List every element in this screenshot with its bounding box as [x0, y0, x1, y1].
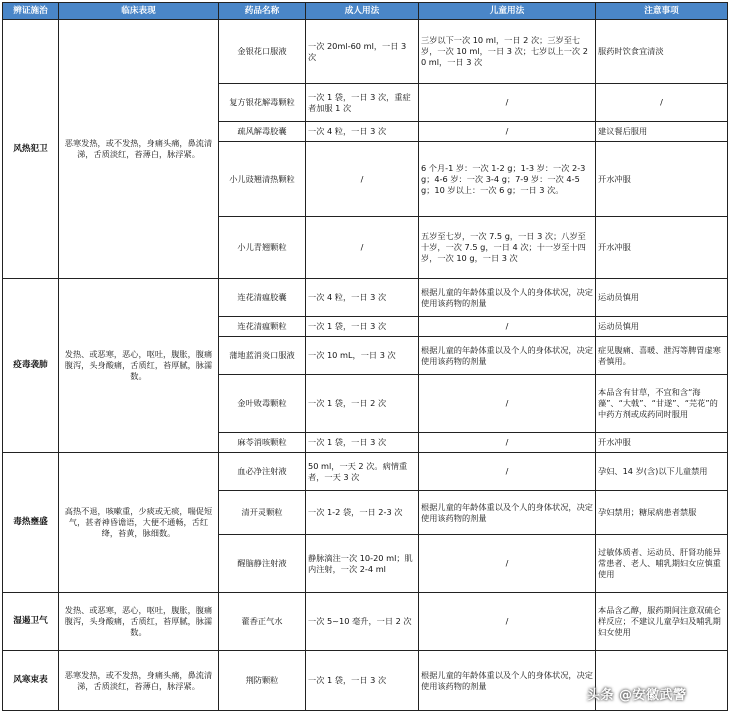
adult-dose-cell: 静脉滴注一次 10-20 ml；肌内注射，一次 2-4 ml	[306, 535, 419, 593]
header-row	[3, 3, 728, 20]
drug-cell: 金叶败毒颗粒	[219, 375, 306, 433]
child-dose-cell: /	[419, 453, 596, 491]
note-cell: 孕妇、14 岁(含)以下儿童禁用	[596, 453, 728, 491]
drug-cell: 清开灵颗粒	[219, 491, 306, 535]
note-cell: 本品含有甘草，不宜和含“海藻”、“大戟”、“甘遂”、“芫花”的中药方剂或成药同时服用	[596, 375, 728, 433]
child-dose-cell: /	[419, 433, 596, 453]
child-dose-cell: 三岁以下一次 10 ml，一日 2 次；三岁至七岁，一次 10 ml，一日 3 次；七岁以上一次 20 ml，一日 3 次	[419, 20, 596, 84]
header-note: 注意事项	[596, 3, 728, 20]
adult-dose-cell: /	[306, 142, 419, 217]
child-dose-cell: /	[419, 375, 596, 433]
symptom-cell: 恶寒发热，或不发热，身痛头痛，鼻流清涕，舌质淡红，苔薄白，脉浮紧。	[59, 20, 219, 279]
header-child: 儿童用法	[419, 3, 596, 20]
symptom-cell: 高热不退，咳嗽重，少痰或无痰，喘促短气，甚者神昏谵语，大便不通畅，舌红绛，苔黄，脉细数。	[59, 453, 219, 593]
adult-dose-cell: 一次 1 袋，一日 2 次	[306, 375, 419, 433]
child-dose-cell: 根据儿童的年龄体重以及个人的身体状况，决定使用该药物的剂量	[419, 337, 596, 375]
table-row	[3, 279, 728, 317]
drug-cell: 小儿青翘颗粒	[219, 217, 306, 279]
drug-cell: 蒲地蓝消炎口服液	[219, 337, 306, 375]
drug-cell: 连花清瘟胶囊	[219, 279, 306, 317]
symptom-cell: 发热、或恶寒，恶心，呕吐，腹胀，腹痛腹泻，头身酸痛，舌质红，苔厚腻，脉濡数。	[59, 593, 219, 651]
pattern-cell: 湿遏卫气	[3, 593, 59, 651]
child-dose-cell: /	[419, 84, 596, 122]
adult-dose-cell: 一次 4 粒，一日 3 次	[306, 279, 419, 317]
note-cell: /	[596, 84, 728, 122]
note-cell: 孕妇禁用；糖尿病患者禁服	[596, 491, 728, 535]
pattern-cell: 风热犯卫	[3, 20, 59, 279]
adult-dose-cell: 一次 5~10 毫升，一日 2 次	[306, 593, 419, 651]
header-adult: 成人用法	[306, 3, 419, 20]
drug-cell: 血必净注射液	[219, 453, 306, 491]
pattern-cell: 毒热壅盛	[3, 453, 59, 593]
adult-dose-cell: 一次 1 袋，一日 3 次	[306, 651, 419, 711]
header-drug: 药品名称	[219, 3, 306, 20]
note-cell: 服药时饮食宜清淡	[596, 20, 728, 84]
adult-dose-cell: 一次 1-2 袋，一日 2-3 次	[306, 491, 419, 535]
drug-cell: 金银花口服液	[219, 20, 306, 84]
adult-dose-cell: 一次 20ml-60 ml，一日 3 次	[306, 20, 419, 84]
child-dose-cell: 6 个月-1 岁：一次 1-2 g；1-3 岁：一次 2-3 g；4-6 岁：一次 3-4 g；7-9 岁：一次 4-5 g；10 岁以上：一次 6 g；一日 3 次。	[419, 142, 596, 217]
drug-cell: 麻苓消咳颗粒	[219, 433, 306, 453]
note-cell: 过敏体质者、运动员、肝肾功能异常患者、老人、哺乳期妇女应慎重使用	[596, 535, 728, 593]
child-dose-cell: /	[419, 122, 596, 142]
adult-dose-cell: /	[306, 217, 419, 279]
adult-dose-cell: 一次 4 粒，一日 3 次	[306, 122, 419, 142]
note-cell: 开水冲服	[596, 433, 728, 453]
table-row	[3, 453, 728, 491]
adult-dose-cell: 一次 1 袋，一日 3 次	[306, 433, 419, 453]
child-dose-cell: 根据儿童的年龄体重以及个人的身体状况，决定使用该药物的剂量	[419, 279, 596, 317]
child-dose-cell: 根据儿童的年龄体重以及个人的身体状况，决定使用该药物的剂量	[419, 651, 596, 711]
note-cell: 开水冲服	[596, 142, 728, 217]
drug-cell: 疏风解毒胶囊	[219, 122, 306, 142]
child-dose-cell: 根据儿童的年龄体重以及个人的身体状况，决定使用该药物的剂量	[419, 491, 596, 535]
drug-cell: 藿香正气水	[219, 593, 306, 651]
note-cell: 本品含乙醇，服药期间注意双硫仑样反应；不建议儿童孕妇及哺乳期妇女使用	[596, 593, 728, 651]
adult-dose-cell: 一次 10 mL，一日 3 次	[306, 337, 419, 375]
child-dose-cell: /	[419, 317, 596, 337]
header-symptom: 临床表现	[59, 3, 219, 20]
adult-dose-cell: 一次 1 袋，一日 3 次	[306, 317, 419, 337]
table-row	[3, 593, 728, 651]
symptom-cell: 恶寒发热，或不发热，身痛头痛，鼻流清涕，舌质淡红，苔薄白，脉浮紧。	[59, 651, 219, 711]
pattern-cell: 疫毒袭肺	[3, 279, 59, 453]
drug-cell: 荆防颗粒	[219, 651, 306, 711]
note-cell: 建议餐后服用	[596, 122, 728, 142]
medication-table	[2, 2, 728, 711]
note-cell: 症见腹痛、喜暖、泄泻等脾胃虚寒者慎用。	[596, 337, 728, 375]
drug-cell: 小儿豉翘清热颗粒	[219, 142, 306, 217]
watermark-text: 头条 @安徽武警	[587, 688, 687, 703]
child-dose-cell: /	[419, 535, 596, 593]
drug-cell: 复方银花解毒颗粒	[219, 84, 306, 122]
child-dose-cell: /	[419, 593, 596, 651]
child-dose-cell: 五岁至七岁，一次 7.5 g，一日 3 次；八岁至十岁，一次 7.5 g，一日 4 次；十一岁至十四岁，一次 10 g，一日 3 次	[419, 217, 596, 279]
drug-cell: 醒脑静注射液	[219, 535, 306, 593]
note-cell: 运动员慎用	[596, 279, 728, 317]
adult-dose-cell: 50 ml，一天 2 次。病情重者，一天 3 次	[306, 453, 419, 491]
drug-cell: 连花清瘟颗粒	[219, 317, 306, 337]
adult-dose-cell: 一次 1 袋，一日 3 次，重症者加服 1 次	[306, 84, 419, 122]
note-cell: 开水冲服	[596, 217, 728, 279]
pattern-cell: 风寒束表	[3, 651, 59, 711]
symptom-cell: 发热、或恶寒，恶心，呕吐，腹胀，腹痛腹泻，头身酸痛，舌质红，苔厚腻，脉濡数。	[59, 279, 219, 453]
header-pattern: 辨证施治	[3, 3, 59, 20]
table-row	[3, 20, 728, 84]
note-cell: 运动员慎用	[596, 317, 728, 337]
